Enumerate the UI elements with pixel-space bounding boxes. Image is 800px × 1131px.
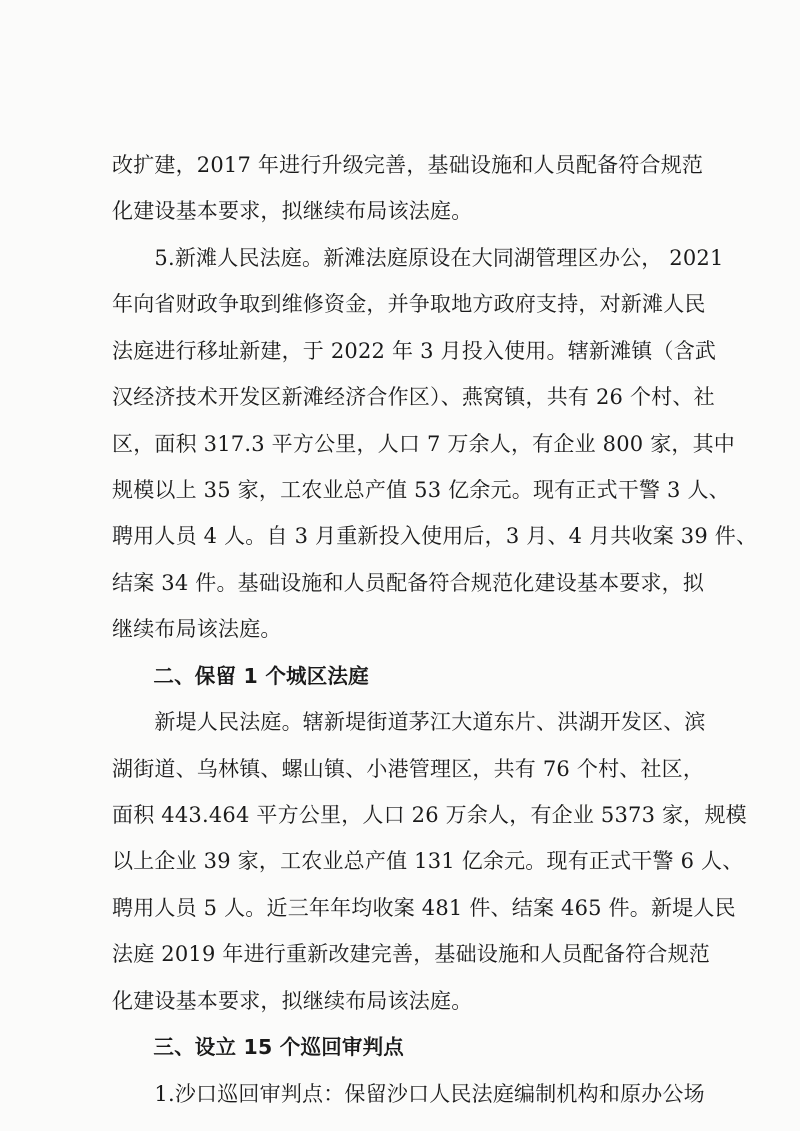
text-line: 规模以上 35 家，工农业总产值 53 亿余元。现有正式干警 3 人、 (112, 478, 730, 502)
text-line: 法庭进行移址新建，于 2022 年 3 月投入使用。辖新滩镇（含武 (112, 339, 717, 363)
text-line: 结案 34 件。基础设施和人员配备符合规范化建设基本要求，拟 (112, 571, 705, 595)
text-line: 化建设基本要求，拟继续布局该法庭。 (112, 989, 473, 1013)
text-line: 汉经济技术开发区新滩经济合作区）、燕窝镇，共有 26 个村、社 (112, 385, 715, 409)
text-line: 法庭 2019 年进行重新改建完善，基础设施和人员配备符合规范 (112, 942, 710, 966)
text-line: 区，面积 317.3 平方公里，人口 7 万余人，有企业 800 家，其中 (112, 432, 736, 456)
text-line: 聘用人员 4 人。自 3 月重新投入使用后，3 月、4 月共收案 39 件、 (112, 524, 758, 548)
text-line: 1.沙口巡回审判点：保留沙口人民法庭编制机构和原办公场 (112, 1082, 705, 1106)
text-line: 改扩建，2017 年进行升级完善，基础设施和人员配备符合规范 (112, 153, 704, 177)
text-line: 聘用人员 5 人。近三年年均收案 481 件、结案 465 件。新堤人民 (112, 896, 736, 920)
text-line: 继续布局该法庭。 (112, 617, 282, 641)
text-line: 以上企业 39 家，工农业总产值 131 亿余元。现有正式干警 6 人、 (112, 849, 744, 873)
text-line: 年向省财政争取到维修资金，并争取地方政府支持，对新滩人民 (112, 292, 706, 316)
section-heading: 三、设立 15 个巡回审判点 (112, 1035, 405, 1059)
text-line: 湖街道、乌林镇、螺山镇、小港管理区，共有 76 个村、社区， (112, 757, 705, 781)
text-line: 化建设基本要求，拟继续布局该法庭。 (112, 199, 473, 223)
text-line: 5.新滩人民法庭。新滩法庭原设在大同湖管理区办公， 2021 (112, 246, 724, 270)
text-line: 新堤人民法庭。辖新堤街道茅江大道东片、洪湖开发区、滨 (112, 710, 706, 734)
section-heading: 二、保留 1 个城区法庭 (112, 664, 369, 688)
text-line: 面积 443.464 平方公里，人口 26 万余人，有企业 5373 家，规模 (112, 803, 747, 827)
